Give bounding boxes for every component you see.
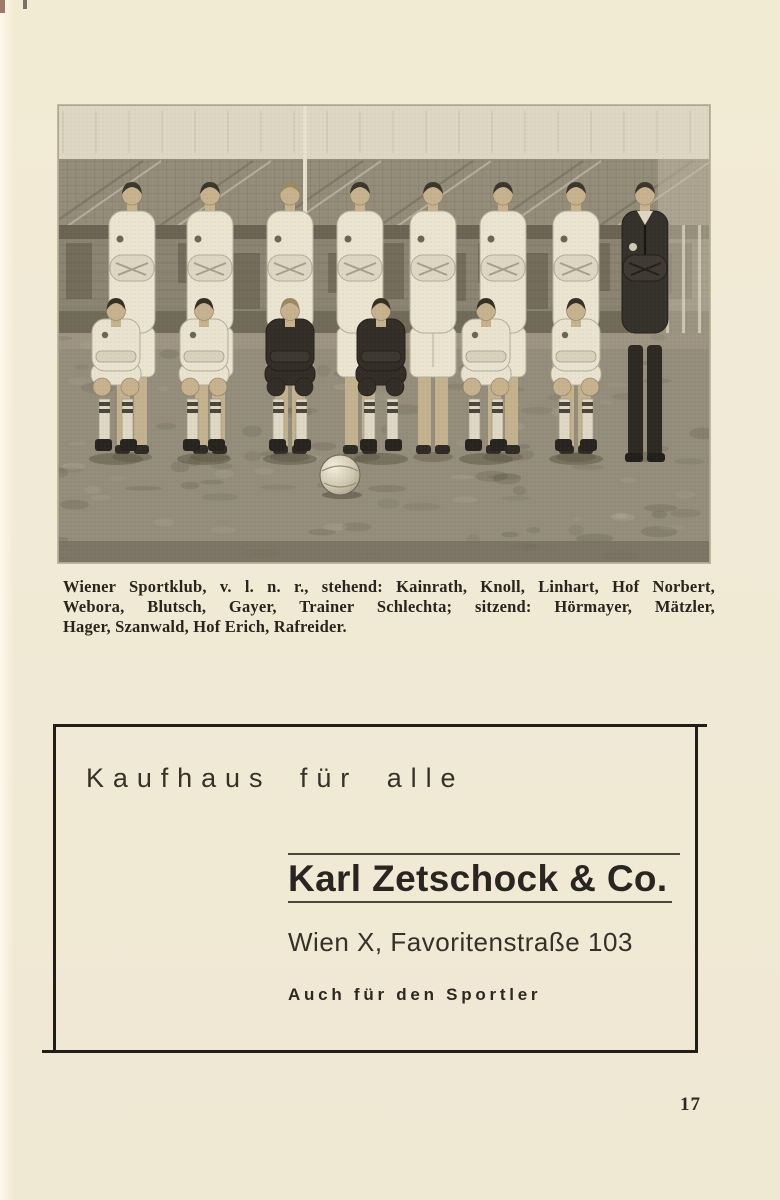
ad-company-name: Karl Zetschock & Co. xyxy=(288,858,668,899)
ad-tagline: Kaufhaus für alle xyxy=(86,763,465,793)
page-number: 17 xyxy=(680,1094,701,1115)
team-photo xyxy=(58,105,710,563)
ad-rule-top xyxy=(288,853,680,855)
scan-artifact-mark xyxy=(0,0,5,13)
scan-artifact-mark xyxy=(23,0,27,9)
ad-rule-bottom xyxy=(288,901,672,903)
ad-address: Wien X, Favoritenstraße 103 xyxy=(288,927,633,957)
advertisement xyxy=(53,724,698,1053)
scan-edge-strip xyxy=(0,0,14,1200)
photo-caption-line: Webora, Blutsch, Gayer, Trainer Schlechta; sitzend: Hörmayer, Mätzler, xyxy=(63,597,715,616)
team-photo-illustration xyxy=(58,105,710,563)
photo-caption xyxy=(63,577,715,637)
ad-slogan: Auch für den Sportler xyxy=(288,985,542,1004)
photo-caption-line: Hager, Szanwald, Hof Erich, Rafreider. xyxy=(63,617,347,636)
photo-caption-line: Wiener Sportklub, v. l. n. r., stehend: Kainrath, Knoll, Linhart, Hof Norbert, xyxy=(63,577,715,596)
